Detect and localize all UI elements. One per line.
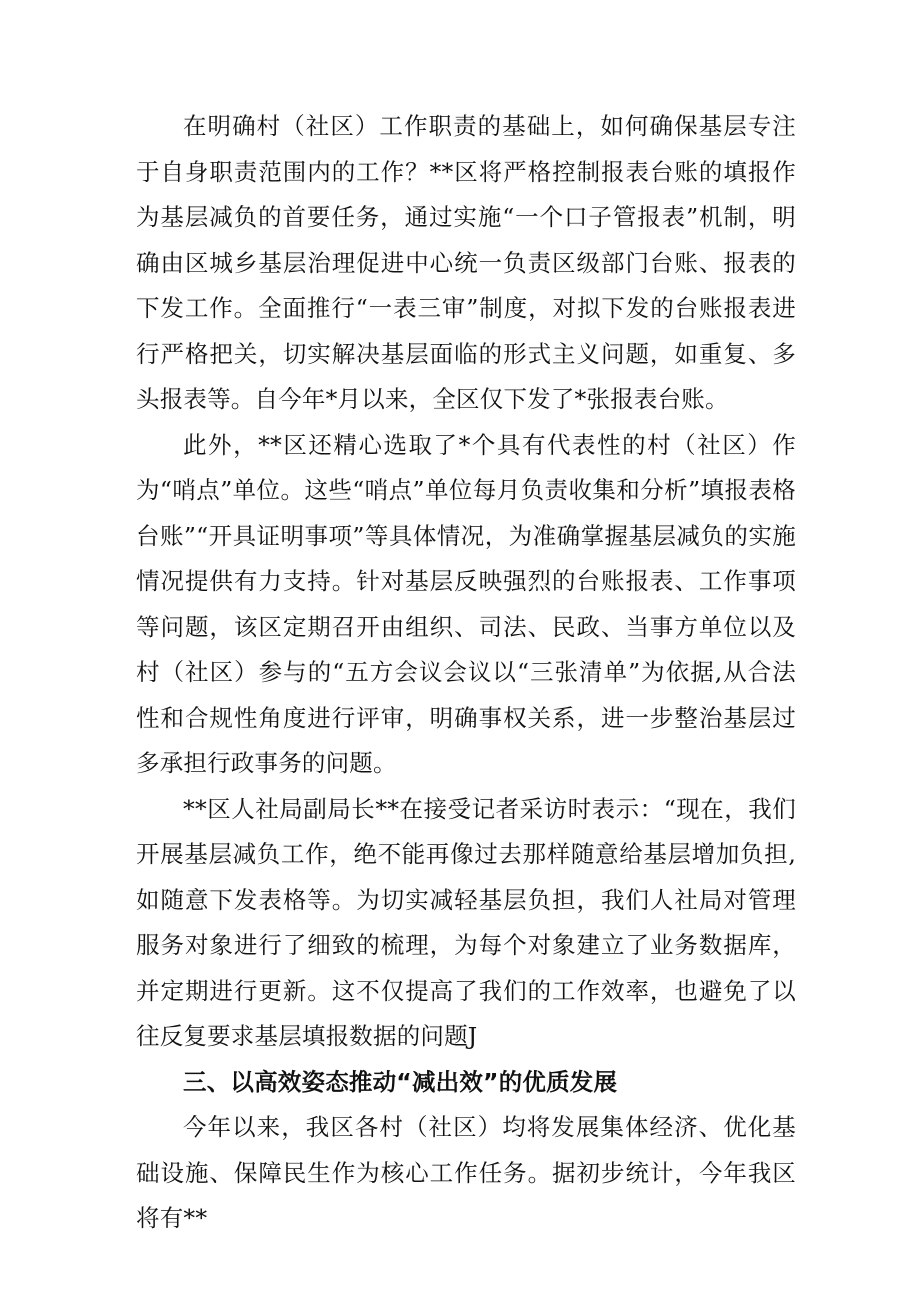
paragraph-sentinel-units: 此外，**区还精心选取了*个具有代表性的村（社区）作为“哨点”单位。这些“哨点”单位每月负责收集和分析”填报表格台账”“开具证明事项”等具体情况，为准确掌握基层减负的实施情况提供有力支持。针对基层反映强烈的台账报表、工作事项等问题，该区定期召开由组织、司法、民政、当事方单位以及村（社区）参与的“五方会议会议以“三张清单”为依据,从合法性和合规性角度进行评审，明确事权关系，进一步整治基层过多承担行政事务的问题。 [136,430,796,777]
document-body [136,104,796,1242]
paragraph-collective-economy: 今年以来，我区各村（社区）均将发展集体经济、优化基础设施、保障民生作为核心工作任务。据初步统计，今年我区将有** [136,1113,796,1232]
paragraph-interview-quote: **区人社局副局长**在接受记者采访时表示：“现在，我们开展基层减负工作，绝不能再像过去那样随意给基层增加负担,如随意下发表格等。为切实减轻基层负担，我们人社局对管理服务对象进行了细致的梳理，为每个对象建立了业务数据库，并定期进行更新。这不仅提高了我们的工作效率，也避免了以往反复要求基层填报数据的问题J [136,794,796,1050]
section-heading: 三、以高效姿态推动“减出效”的优质发展 [183,1067,618,1096]
paragraph-reporting-control: 在明确村（社区）工作职责的基础上，如何确保基层专注于自身职责范围内的工作？**区将严格控制报表台账的填报作为基层减负的首要任务，通过实施“一个口子管报表”机制，明确由区城乡基层治理促进中心统一负责区级部门台账、报表的下发工作。全面推行“一表三审”制度，对拟下发的台账报表进行严格把关，切实解决基层面临的形式主义问题，如重复、多头报表等。自今年*月以来，全区仅下发了*张报表台账。 [136,112,796,413]
